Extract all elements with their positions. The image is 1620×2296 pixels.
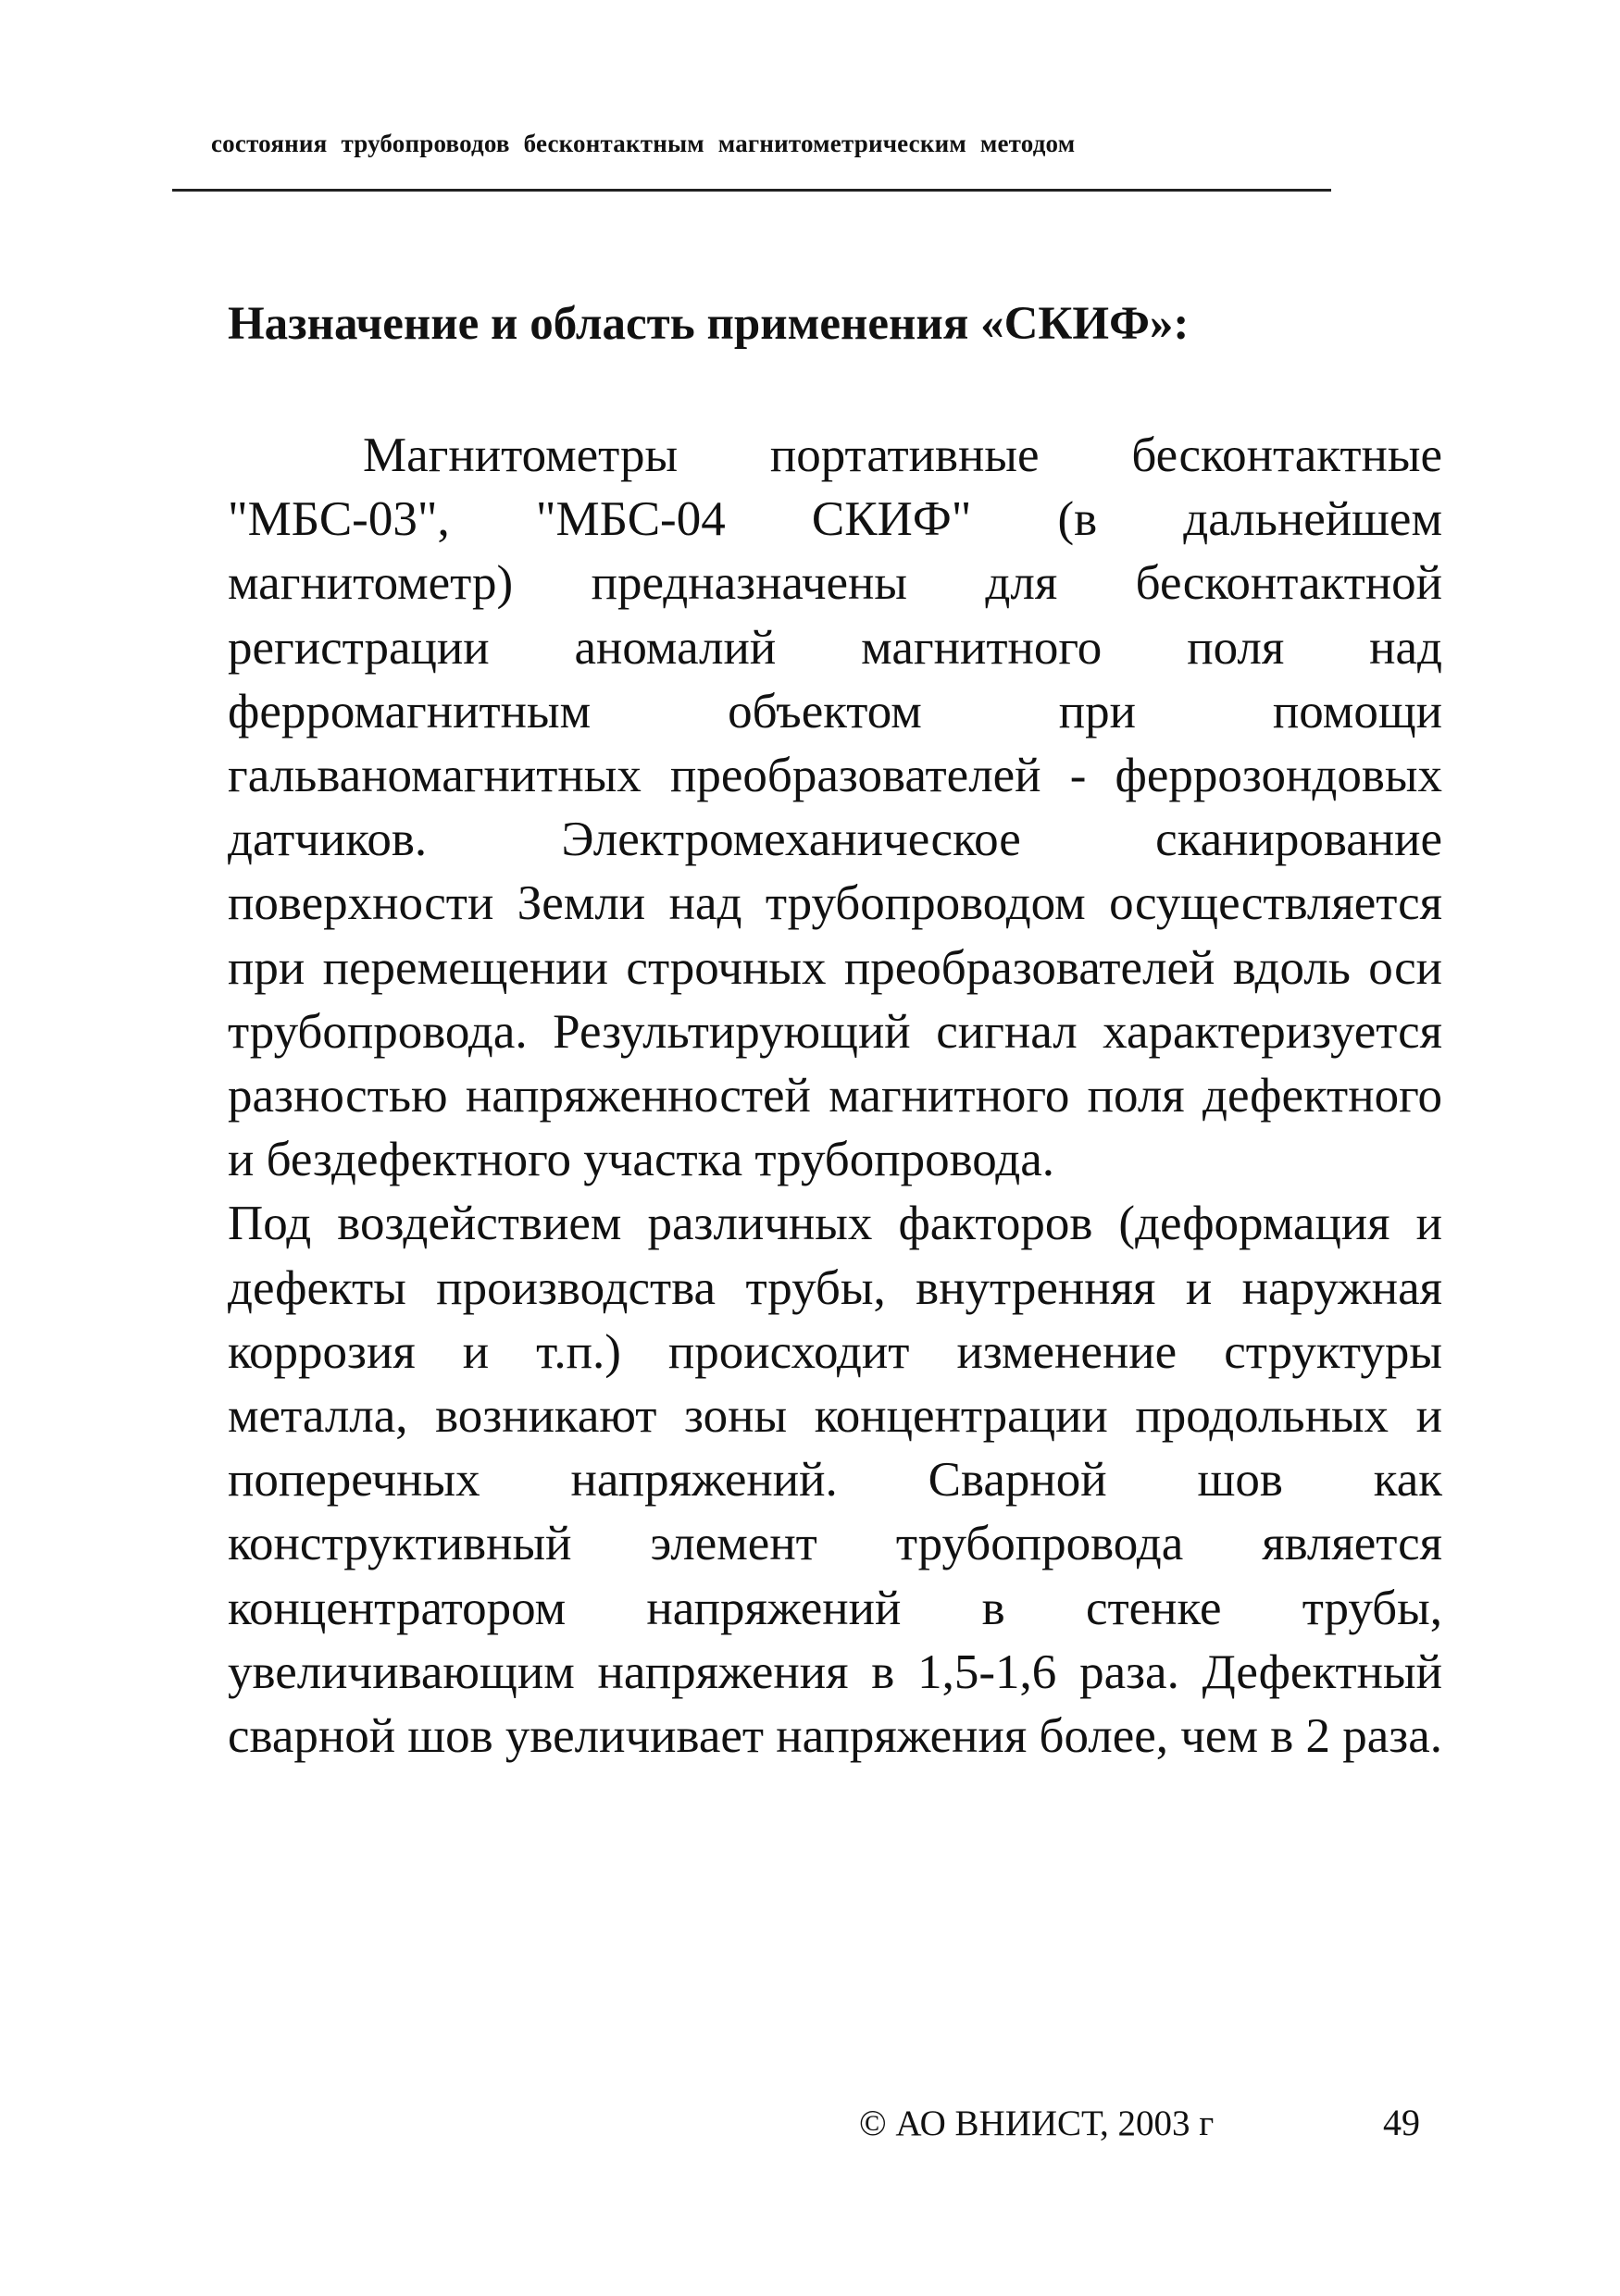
paragraph-stress-factors: Под воздействием различных факторов (деформация и дефекты производства трубы, внутренняя и наружная коррозия и т.п.) происходит изменение структуры металла, возникают зоны концентрации продольных и поперечных напряжений. Сварной шов как конструктивный элемент трубопровода является концентратором напряжений в стенке трубы, увеличивающим напряжения в 1,5-1,6 раза. Дефектный сварной шов увеличивает напряжения более, чем в 2 раза.	[228, 1197, 1443, 1764]
paragraph-magnetometer-description: Магнитометры портативные бесконтактные "МБС-03", "МБС-04 СКИФ" (в дальнейшем магнитометр) предназначены для бесконтактной регистрации аномалий магнитного поля над ферромагнитным объектом при помощи гальваномагнитных преобразователей - феррозондовых датчиков. Электромеханическое сканирование поверхности Земли над трубопроводом осуществляется при перемещении строчных преобразователей вдоль оси трубопровода. Результирующий сигнал характеризуется разностью напряженностей магнитного поля дефектного и бездефектного участка трубопровода.	[228, 428, 1442, 1187]
page-number: 49	[1383, 2102, 1420, 2143]
header-divider	[172, 189, 1331, 192]
running-header: состояния трубопроводов бесконтактным магнитометрическим методом	[211, 130, 1076, 157]
footer-copyright: © АО ВНИИСТ, 2003 г	[859, 2104, 1215, 2143]
section-title: Назначение и область применения «СКИФ»:	[228, 298, 1190, 350]
body-text	[228, 424, 1442, 1769]
